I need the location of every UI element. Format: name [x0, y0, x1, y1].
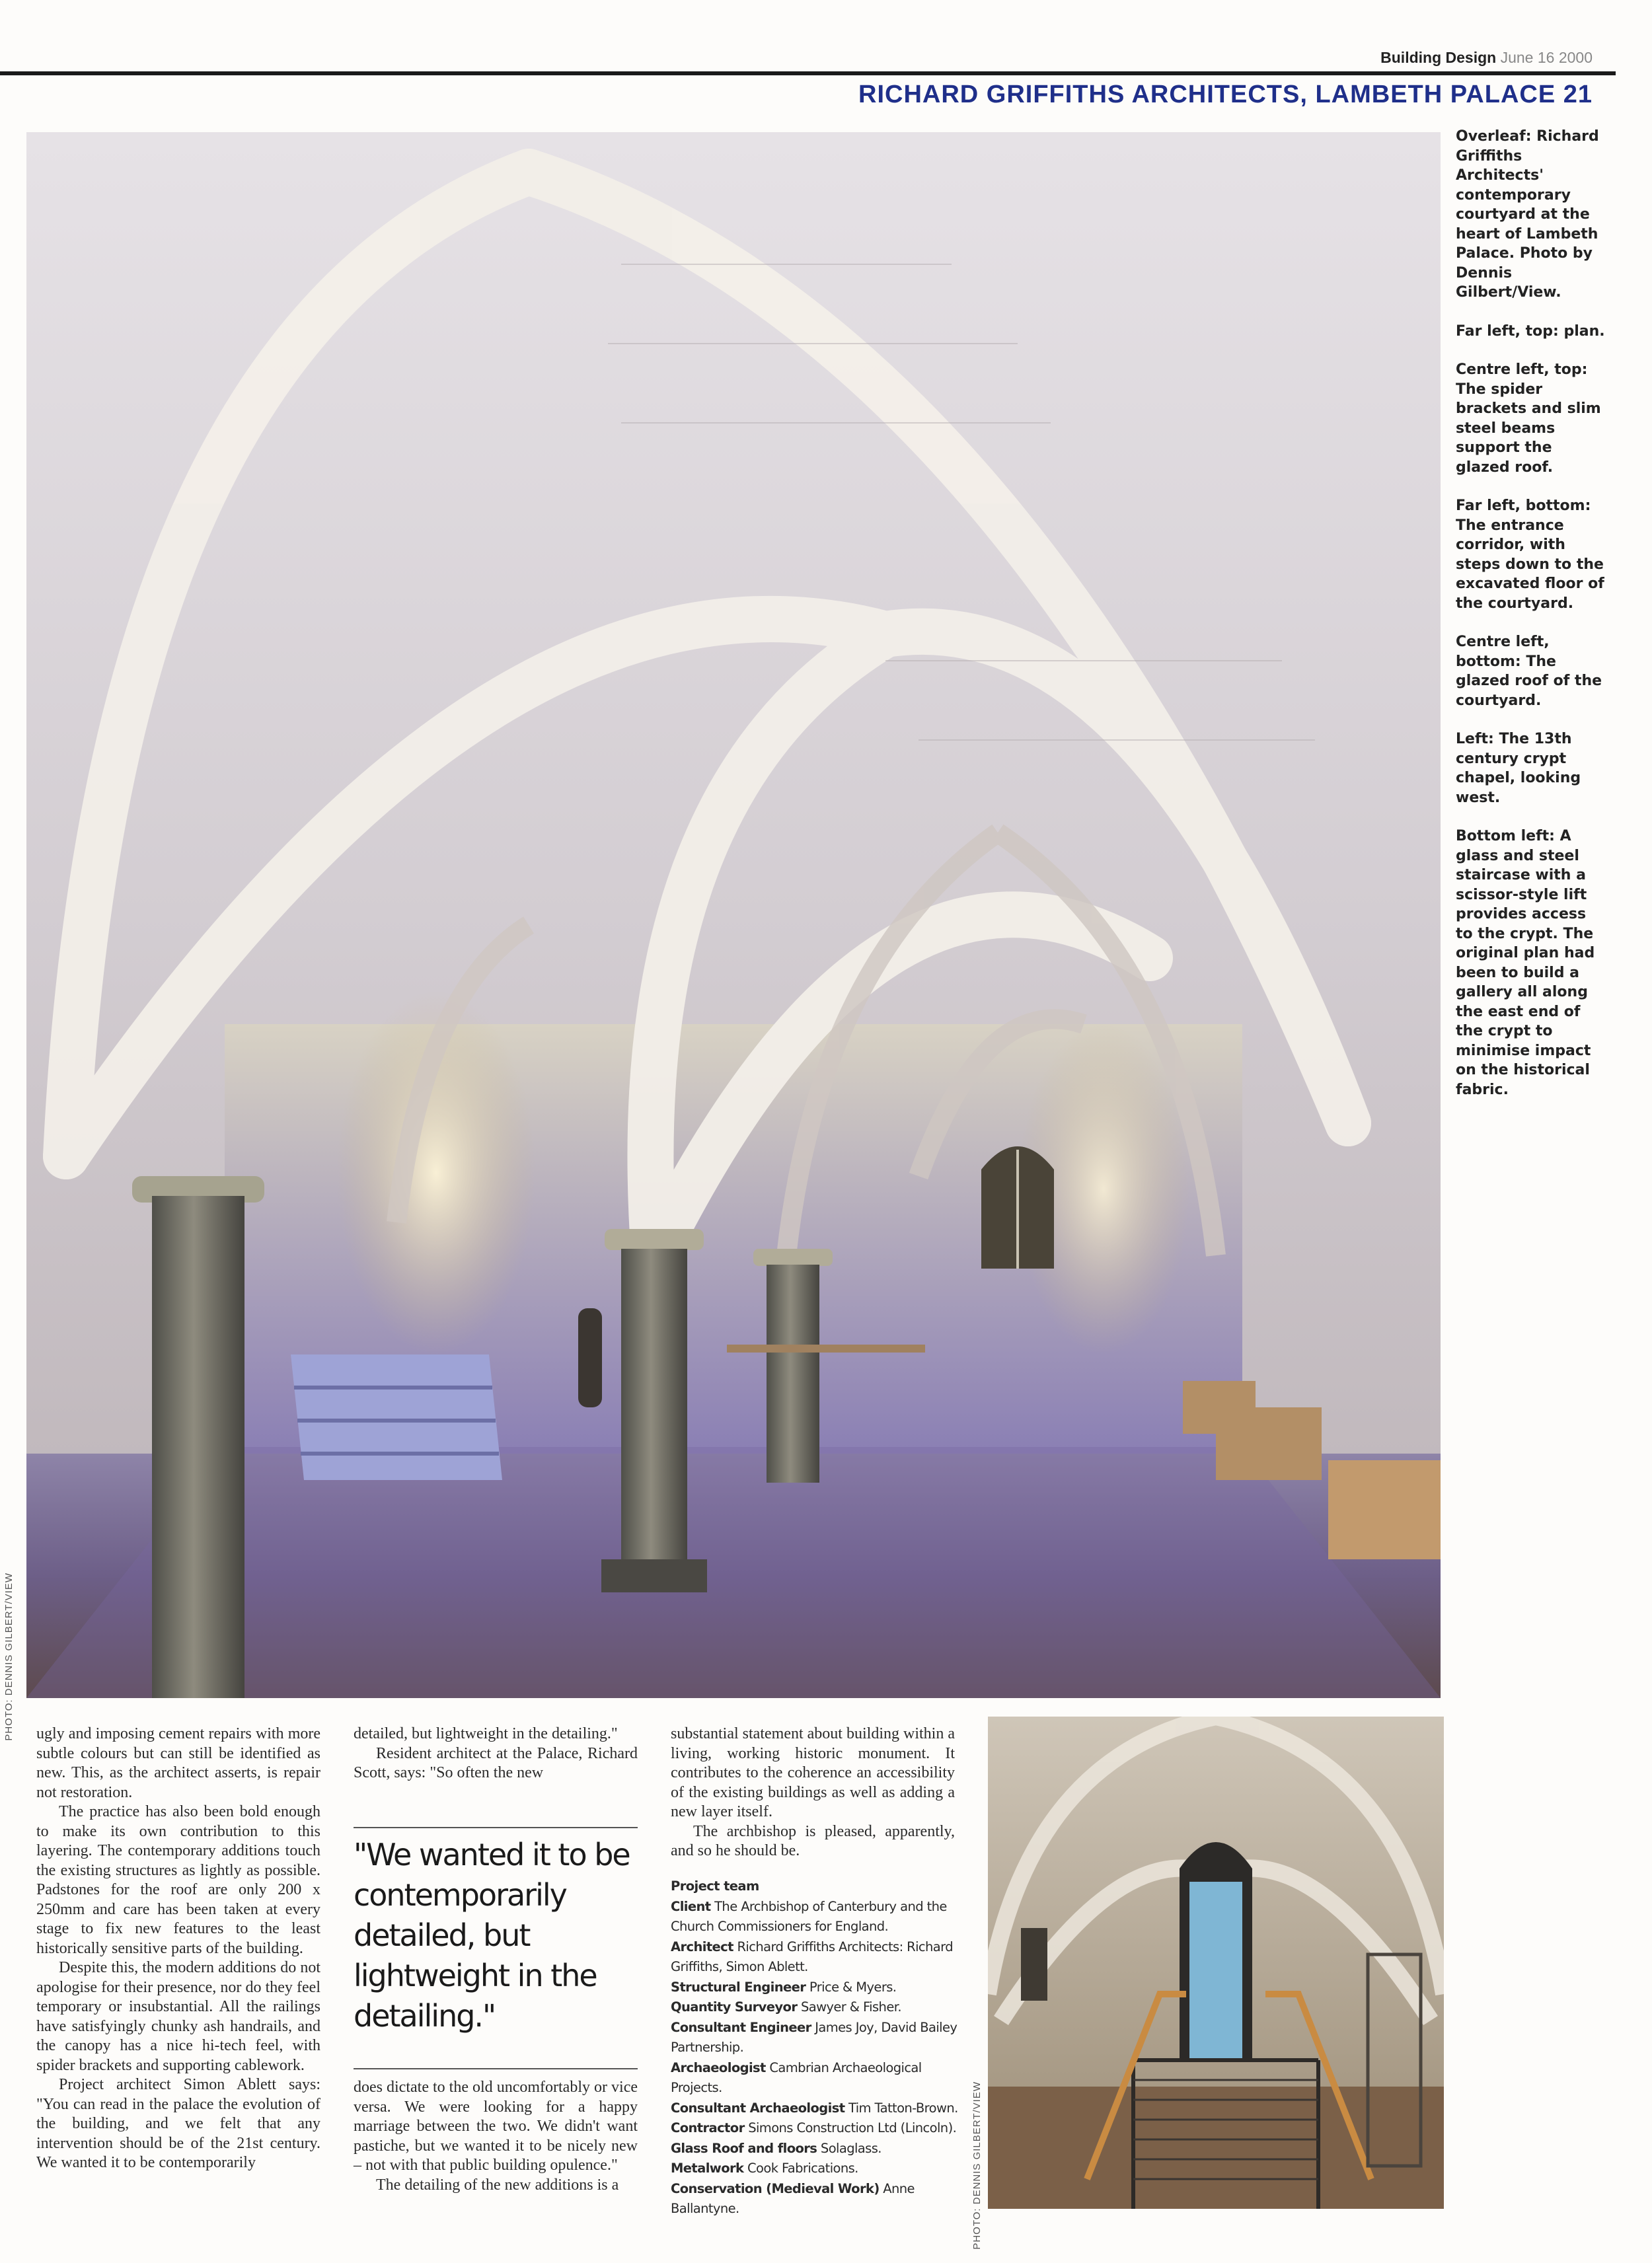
team-role: Consultant Archaeologist	[671, 2100, 845, 2116]
team-row	[671, 2159, 968, 2179]
section-title: RICHARD GRIFFITHS ARCHITECTS, LAMBETH PALACE 21	[858, 81, 1593, 108]
team-row	[671, 2098, 968, 2119]
team-role: Archaeologist	[671, 2059, 766, 2075]
team-role: Conservation (Medieval Work)	[671, 2180, 880, 2196]
inset-photo-credit: PHOTO: DENNIS GILBERT/VIEW	[971, 2081, 983, 2250]
team-value: Price & Myers.	[809, 1979, 897, 1995]
team-row	[671, 1997, 968, 2018]
team-value: Sawyer & Fisher.	[800, 1999, 901, 2015]
team-role: Architect	[671, 1939, 733, 1954]
team-row	[671, 1897, 968, 1937]
paragraph: substantial statement about building within a living, working historic monument. It contributes to the coherence an accessibility of the existing buildings as well as adding a new layer itself.	[671, 1725, 955, 1820]
caption-left: Left: The 13th century crypt chapel, looking west.	[1456, 731, 1581, 806]
paragraph: The practice has also been bold enough to make its own contribution to this layering. The contemporary additions touch the existing structures as lightly as possible. Padstones for the roof are only 200 x 250mm and care has been taken at every stage to fix new features to the least historically sensitive parts of the building.	[36, 1803, 320, 1957]
project-team-heading: Project team	[671, 1878, 759, 1894]
team-role: Consultant Engineer	[671, 2019, 811, 2035]
paragraph: detailed, but lightweight in the detailing."	[354, 1725, 618, 1742]
paragraph: Resident architect at the Palace, Richard Scott, says: "So often the new	[354, 1744, 638, 1781]
team-role: Quantity Surveyor	[671, 1999, 798, 2015]
team-value: Cambrian Archaeological Projects.	[671, 2059, 922, 2095]
caption-centre-left-top: Centre left, top: The spider brackets and slim steel beams support the glazed roof.	[1456, 361, 1601, 476]
masthead	[1380, 49, 1593, 67]
team-row	[671, 2058, 968, 2098]
paragraph: ugly and imposing cement repairs with more subtle colours but can still be identified as new. This, as the architect asserts, is repair not restoration.	[36, 1725, 320, 1801]
paragraph: Despite this, the modern additions do not apologise for their presence, nor do they feel temporary or insubstantial. All the railings have satisfyingly chunky ash handrails, and the canopy has a nice hi-tech feel, with spider brackets and supporting cablework.	[36, 1959, 320, 2074]
paragraph: The detailing of the new additions is a	[376, 2176, 619, 2194]
team-role: Metalwork	[671, 2161, 744, 2176]
caption-far-left-top: Far left, top: plan.	[1456, 322, 1605, 340]
main-photo-credit: PHOTO: DENNIS GILBERT/VIEW	[3, 1573, 15, 1741]
pull-quote: "We wanted it to be contemporarily detailed, but lightweight in the detailing."	[354, 1827, 638, 2069]
article-column-3	[671, 1725, 955, 1861]
team-value: Tim Tatton-Brown.	[848, 2100, 958, 2116]
photo-captions	[1456, 127, 1608, 1119]
team-row	[671, 1978, 968, 1998]
project-team	[671, 1876, 968, 2219]
article-column-2-top	[354, 1725, 638, 1783]
team-row	[671, 2139, 968, 2159]
team-role: Contractor	[671, 2120, 745, 2135]
paragraph: Project architect Simon Ablett says: "You can read in the palace the evolution of the building, and we felt that any intervention should be of the 21st century. We wanted it to be contemporarily	[36, 2076, 320, 2171]
publication-name: Building Design	[1380, 49, 1497, 66]
article-column-2-bottom	[354, 2078, 638, 2195]
team-role: Client	[671, 1898, 711, 1914]
team-value: Cook Fabrications.	[747, 2161, 858, 2176]
paragraph: The archbishop is pleased, apparently, and so he should be.	[671, 1822, 955, 1859]
team-row	[671, 1937, 968, 1978]
team-value: Solaglass.	[820, 2140, 882, 2156]
caption-bottom-left: Bottom left: A glass and steel staircase with a scissor-style lift provides access to the crypt. The original plan had been to build a gallery all along the east end of the crypt to minimise impact on the historical fabric.	[1456, 828, 1595, 1098]
article-column-1	[36, 1725, 320, 2173]
team-row	[671, 2179, 968, 2219]
team-row	[671, 2018, 968, 2058]
crypt-chapel-photo	[26, 132, 1441, 1698]
caption-centre-left-bottom: Centre left, bottom: The glazed roof of the courtyard.	[1456, 634, 1602, 709]
team-role: Glass Roof and floors	[671, 2140, 817, 2156]
team-role: Structural Engineer	[671, 1979, 806, 1995]
caption-far-left-bottom: Far left, bottom: The entrance corridor, with steps down to the excavated floor of the courtyard.	[1456, 498, 1604, 612]
team-row	[671, 2118, 968, 2139]
paragraph: does dictate to the old uncomfortably or vice versa. We were looking for a happy marriage between the two. We didn't want pastiche, but we wanted it to be nicely new – not with that public building opulence."	[354, 2079, 638, 2174]
team-value: James Joy, David Bailey Partnership.	[671, 2019, 957, 2055]
team-value: The Archbishop of Canterbury and the Church Commissioners for England.	[671, 1898, 947, 1934]
team-value: Anne Ballantyne.	[671, 2180, 915, 2216]
caption-overleaf: Overleaf: Richard Griffiths Architects' contemporary courtyard at the heart of Lambeth Palace. Photo by Dennis Gilbert/View.	[1456, 128, 1599, 301]
staircase-photo	[988, 1717, 1444, 2209]
issue-date: June 16 2000	[1500, 49, 1593, 66]
team-value: Richard Griffiths Architects: Richard Griffiths, Simon Ablett.	[671, 1939, 953, 1974]
team-value: Simons Construction Ltd (Lincoln).	[748, 2120, 957, 2135]
header-rule	[0, 71, 1616, 75]
